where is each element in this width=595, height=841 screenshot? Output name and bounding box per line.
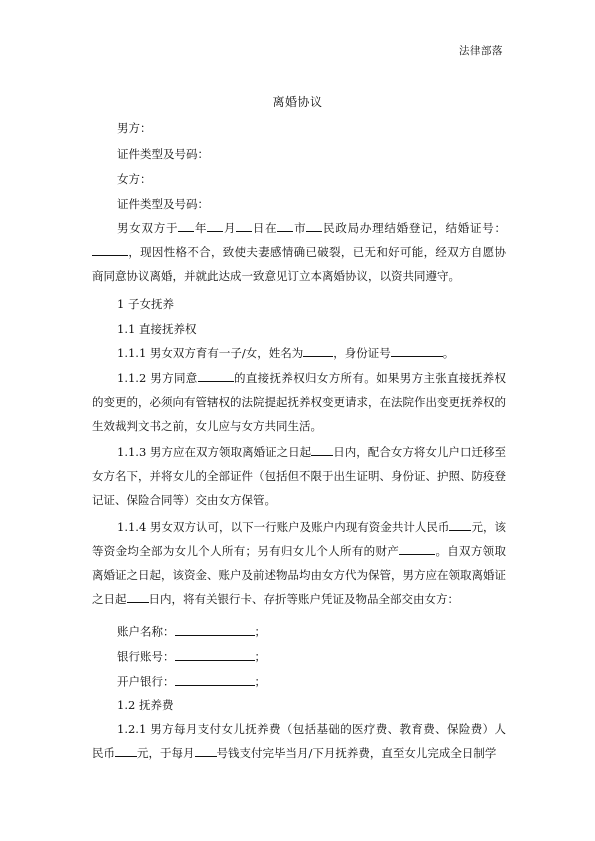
document-title: 离婚协议 — [272, 95, 323, 109]
section-1-2-heading: 1.2 抚养费 — [117, 698, 174, 712]
blank-payment-day[interactable] — [195, 745, 217, 758]
blank-month[interactable] — [207, 220, 223, 233]
header-mark: 法律部落 — [459, 45, 503, 57]
blank-certificate-number[interactable] — [92, 244, 128, 257]
wife-id-label: 证件类型及号码： — [117, 197, 209, 211]
account-name-row: 账户名称： ； — [117, 624, 266, 639]
blank-handover-days[interactable] — [127, 591, 149, 604]
blank-bank[interactable] — [175, 673, 255, 686]
blank-support-amount[interactable] — [115, 745, 137, 758]
blank-property[interactable] — [399, 543, 435, 556]
blank-child-name[interactable] — [303, 345, 333, 358]
blank-district[interactable] — [306, 220, 322, 233]
clause-1-1-1: 1.1.1 男女双方育有一子/女，姓名为 ，身份证号 。 — [117, 346, 455, 360]
blank-fund-amount[interactable] — [449, 519, 471, 532]
blank-day[interactable] — [236, 220, 252, 233]
clause-1-2-1: 1.2.1 男方每月支付女儿抚养费（包括基础的医疗费、教育费、保险费）人民币 元，于每月 号钱支付完毕当月/下月抚养费，直至女儿完成全日制学 — [92, 722, 506, 760]
clause-1-1-2: 1.1.2 男方同意 的直接抚养权归女方所有。如果男方主张直接抚养权的变更的，必须向有管辖权的法院提起抚养权变更请求，在法院作出变更抚养权的生效裁判文书之前，女儿应与女方共同生活。 — [92, 371, 507, 433]
blank-year[interactable] — [178, 220, 194, 233]
blank-hukou-days[interactable] — [311, 444, 333, 457]
blank-city[interactable] — [277, 220, 293, 233]
husband-id-label: 证件类型及号码： — [117, 147, 209, 161]
clause-1-1-3: 1.1.3 男方应在双方领取离婚证之日起 日内，配合女方将女儿户口迁移至女方名下，并将女儿的全部证件（包括但不限于出生证明、身份证、护照、防疫登记证、保险合同等）交由女方保管。 — [92, 445, 507, 507]
section-1-heading: 1 子女抚养 — [117, 297, 174, 311]
clause-1-1-4: 1.1.4 男女双方认可，以下一行账户及账户内现有资金共计人民币 元，该等资金均全部为女儿个人所有；另有归女儿个人所有的财产 。自双方领取离婚证之日起，该资金、账户及前述物品均由女方代为保管，男方应在领取离婚证之日起 日内，将有关银行卡、存折等账户凭证及物品全部交由女方： — [92, 520, 506, 606]
intro-paragraph: 男女双方于 年 月 日在 市 民政局办理结婚登记，结婚证号：，现因性格不合，致使夫妻感情确已破裂，已无和好可能，经双方自愿协商同意协议离婚，并就此达成一致意见订立本离婚协议，以资共同遵守。 — [92, 221, 507, 283]
bank-account-row: 银行账号： ； — [117, 649, 266, 664]
blank-account-name[interactable] — [175, 623, 255, 636]
wife-label: 女方： — [117, 172, 152, 186]
blank-bank-account[interactable] — [175, 648, 255, 661]
husband-label: 男方： — [117, 121, 152, 135]
blank-child-id[interactable] — [391, 345, 443, 358]
bank-row: 开户银行： ； — [117, 674, 266, 689]
section-1-1-heading: 1.1 直接抚养权 — [117, 322, 197, 336]
blank-custody-child[interactable] — [198, 370, 234, 383]
